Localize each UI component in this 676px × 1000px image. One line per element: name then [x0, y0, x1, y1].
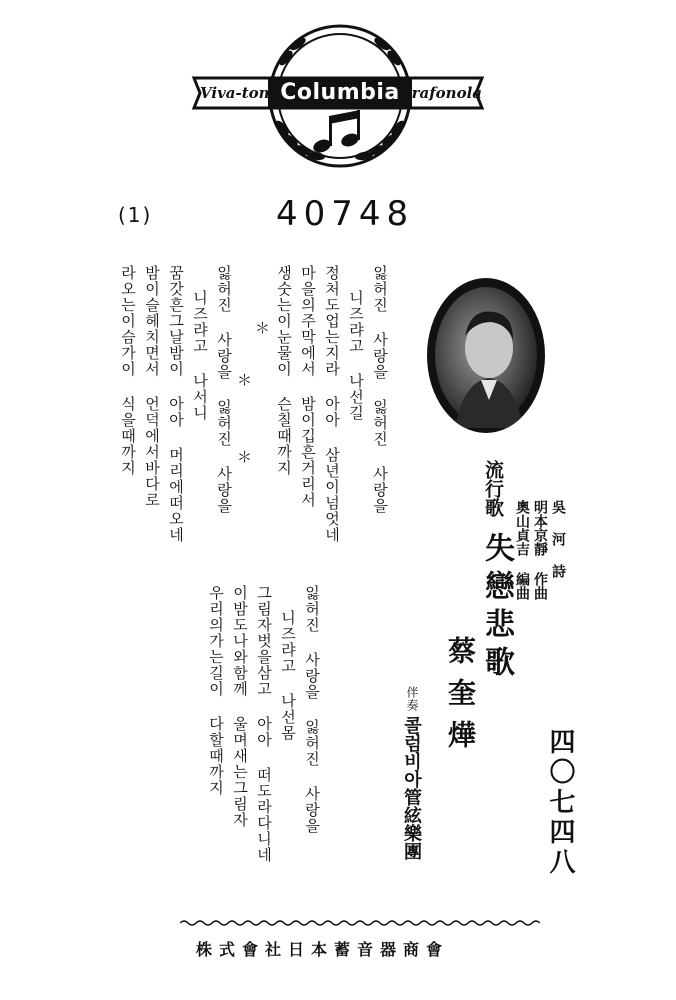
portrait-figure	[427, 278, 545, 433]
lyric-line: 잃허진 사랑을 잃허진 사랑을	[303, 585, 321, 834]
lyric-line: 이밤도나와함께 울며새는그림자	[231, 585, 249, 828]
lyric-line: 생숫는이눈물이 슨칠때까지	[275, 265, 293, 476]
logo-brand: Columbia	[280, 80, 400, 105]
disc-number: 40748	[276, 194, 415, 234]
publisher-name: 株式會社日本蓄音器商會	[196, 940, 450, 959]
lyric-separator: ＊ ＊	[235, 372, 253, 486]
lyric-line: 니즈랴고 나선몸	[279, 610, 297, 741]
lyric-line: 그림자벗을삼고 아아 떠도라다니네	[255, 585, 273, 863]
lyric-line: 잃허진 사랑을 잃허진 사랑을	[371, 265, 389, 514]
columbia-logo	[190, 18, 490, 168]
lyric-line: 니즈랴고 나선길	[347, 290, 365, 421]
song-genre: 流行歌	[482, 460, 504, 517]
logo-left-text: Viva-tonal	[200, 84, 285, 102]
lyric-line: 우리의가는길이 다할때까지	[207, 585, 225, 796]
lyric-line: 라오는이슴가이 식을때까지	[119, 265, 137, 476]
lyric-line: 꿈갓흔그날밤이 아아 머리에떠오네	[167, 265, 185, 543]
lyric-separator: ＊	[253, 320, 271, 336]
lyric-line: 밤이슬헤치면서 언덕에서바다로	[143, 265, 161, 508]
singer-name: 蔡奎燁	[444, 636, 477, 762]
lyric-line: 마을의주막에서 밤이깁흔거리서	[299, 265, 317, 508]
accompaniment-orchestra: 콜럼비아管絃樂團	[401, 716, 422, 860]
accompaniment-label: 伴奏	[405, 686, 419, 712]
credit-composer: 明本京靜 作曲	[532, 500, 548, 600]
logo-right-text: Grafonola	[398, 84, 482, 102]
lyric-line: 니즈랴고 나서니	[191, 290, 209, 421]
lyric-line: 정처도업는지라 아아 삼년이넘엇네	[323, 265, 341, 543]
wavy-divider	[180, 918, 540, 928]
song-title: 失戀悲歌	[479, 532, 514, 684]
credit-arranger: 奧山貞吉 編曲	[514, 500, 530, 600]
singer-portrait	[427, 278, 545, 433]
disc-side: (1)	[118, 203, 153, 227]
lyric-line: 잃허진 사랑을 잃허진 사랑을	[215, 265, 233, 514]
catalog-number-kanji: 四〇七四八	[545, 728, 575, 878]
credit-lyricist: 吳 河 詩	[550, 500, 566, 579]
